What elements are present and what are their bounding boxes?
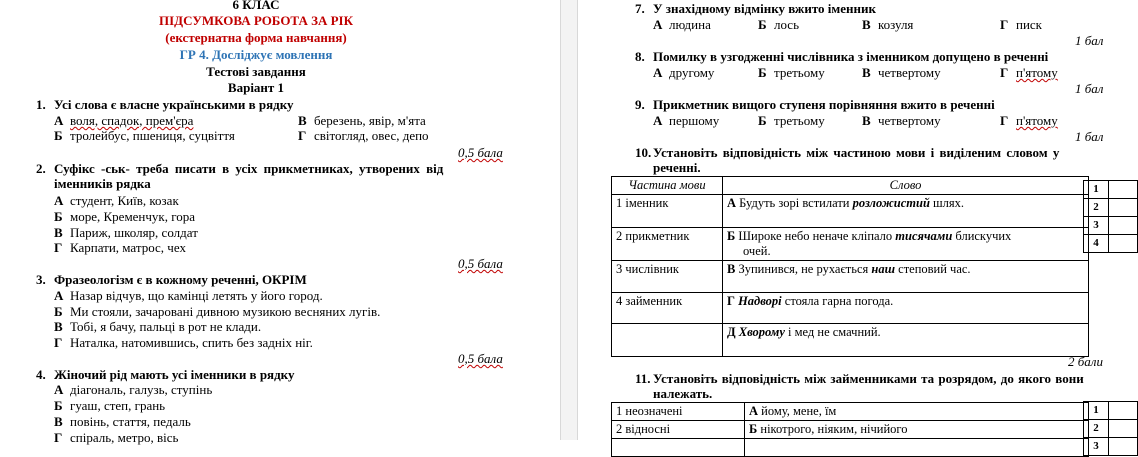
q7-number: 7. <box>635 1 645 16</box>
q10-answer-grid <box>1083 180 1138 253</box>
q3-number: 3. <box>36 272 46 287</box>
q2-number: 2. <box>36 161 46 176</box>
q11-left-1: 1 неозначені <box>612 403 745 421</box>
q4-option-a: А діагональ, галузь, ступінь <box>54 382 213 397</box>
q9-option-b: Б третьому <box>758 113 825 128</box>
q10-left-3: 3 числівник <box>612 261 723 293</box>
q10-right-d: Д Хворому і мед не смачний. <box>723 324 1089 357</box>
q1-option-b: Б тролейбус, пшениця, суцвіття <box>54 128 235 143</box>
q10-answer-num: 2 <box>1084 199 1109 217</box>
document-page-left <box>0 0 560 445</box>
q10-header-part: Частина мови <box>612 177 723 195</box>
q10-header-word: Слово <box>723 177 1089 195</box>
q10-answer-cell[interactable] <box>1109 199 1138 217</box>
q1-text: Усі слова є власне українськими в рядку <box>54 97 294 112</box>
q11-left-2: 2 відносні <box>612 421 745 439</box>
q10-right-g: Г Надворі стояла гарна погода. <box>723 293 1089 324</box>
q11-right-a: А йому, мене, їм <box>745 403 1089 421</box>
q4-option-v: В повінь, стаття, педаль <box>54 414 191 429</box>
q10-answer-num: 1 <box>1084 181 1109 199</box>
q9-text: Прикметник вищого ступеня порівняння вжито в реченні <box>653 97 995 112</box>
q2-text: Суфікс -ськ- треба писати в усіх прикметниках, утворених від <box>54 161 444 176</box>
q4-option-g: Г спіраль, метро, вісь <box>54 430 179 445</box>
q11-text-cont: належать. <box>653 386 713 401</box>
q1-score: 0,5 бала <box>458 145 503 160</box>
q10-right-b: Б Широке небо неначе кліпало тисячами блискучих очей. <box>723 228 1089 261</box>
q2-text-cont: іменників рядка <box>54 176 151 191</box>
q10-number: 10. <box>635 145 652 160</box>
q10-right-a: А Будуть зорі встилати розложистий шлях. <box>723 195 1089 228</box>
q11-answer-num: 1 <box>1084 402 1109 420</box>
q10-left-1: 1 іменник <box>612 195 723 228</box>
q1-option-g: Г світогляд, овес, депо <box>298 128 429 143</box>
q11-right-v <box>745 439 1089 457</box>
q11-match-table <box>611 402 1089 457</box>
q7-option-a: А людина <box>653 17 711 32</box>
q7-score: 1 бал <box>1075 33 1104 48</box>
q7-option-b: Б лось <box>758 17 800 32</box>
q1-option-a: А воля, спадок, прем'єра <box>54 113 194 128</box>
q3-option-b: Б Ми стояли, зачаровані дивною музикою весняних лугів. <box>54 304 381 319</box>
q10-left-2: 2 прикметник <box>612 228 723 261</box>
document-page-right <box>578 0 1138 452</box>
document-subtitle: (екстернатна форма навчання) <box>165 30 347 45</box>
q8-score: 1 бал <box>1075 81 1104 96</box>
q11-right-b: Б нікотрого, ніяким, нічийого <box>745 421 1089 439</box>
q3-option-g: Г Наталка, натомившись, спить без задніх ніг. <box>54 335 313 350</box>
q10-answer-num: 4 <box>1084 235 1109 253</box>
q9-score: 1 бал <box>1075 129 1104 144</box>
q8-option-g: Г п'ятому <box>1000 65 1058 80</box>
q3-text: Фразеологізм є в кожному реченні, ОКРІМ <box>54 272 307 287</box>
q7-option-g: Г писк <box>1000 17 1042 32</box>
q11-left-3 <box>612 439 745 457</box>
q10-answer-cell[interactable] <box>1109 181 1138 199</box>
tasks-heading: Тестові завдання <box>206 64 306 79</box>
q10-text: Установіть відповідність між частиною мови і виділеним словом у <box>653 145 1060 160</box>
q10-match-table <box>611 176 1089 357</box>
q4-option-b: Б гуаш, степ, грань <box>54 398 166 413</box>
q10-left-4: 4 займенник <box>612 293 723 324</box>
q10-answer-num: 3 <box>1084 217 1109 235</box>
q8-option-a: А другому <box>653 65 715 80</box>
q8-number: 8. <box>635 49 645 64</box>
q11-answer-num: 3 <box>1084 438 1109 456</box>
q7-text: У знахідному відмінку вжито іменник <box>653 1 876 16</box>
q1-number: 1. <box>36 97 46 112</box>
q11-text: Установіть відповідність між займенниками та розрядом, до якого вони <box>653 371 1084 386</box>
group-heading: ГР 4. Досліджує мовлення <box>179 47 333 62</box>
q10-right-v: В Зупинився, не рухається наш степовий час. <box>723 261 1089 293</box>
q4-text: Жіночий рід мають усі іменники в рядку <box>54 367 295 382</box>
q3-option-v: В Тобі, я бачу, пальці в рот не клади. <box>54 319 262 334</box>
q9-number: 9. <box>635 97 645 112</box>
q4-number: 4. <box>36 367 46 382</box>
q3-option-a: А Назар відчув, що камінці летять у його город. <box>54 288 323 303</box>
q11-answer-cell[interactable] <box>1109 438 1138 456</box>
q11-number: 11. <box>635 371 651 386</box>
q10-answer-cell[interactable] <box>1109 217 1138 235</box>
q11-answer-cell[interactable] <box>1109 420 1138 438</box>
q8-text: Помилку в узгодженні числівника з іменником допущено в реченні <box>653 49 1049 64</box>
q10-text-cont: реченні. <box>653 160 701 175</box>
q2-option-v: В Париж, школяр, солдат <box>54 225 198 240</box>
q9-option-a: А першому <box>653 113 720 128</box>
q2-option-a: А студент, Київ, козак <box>54 193 179 208</box>
q2-option-b: Б море, Кременчук, гора <box>54 209 196 224</box>
q2-score: 0,5 бала <box>458 256 503 271</box>
q7-option-v: В козуля <box>862 17 914 32</box>
q3-score: 0,5 бала <box>458 351 503 366</box>
q10-score: 2 бали <box>1068 354 1103 369</box>
q8-option-v: В четвертому <box>862 65 941 80</box>
q9-option-v: В четвертому <box>862 113 941 128</box>
q11-answer-grid <box>1083 401 1138 456</box>
q11-answer-cell[interactable] <box>1109 402 1138 420</box>
class-label: 6 КЛАС <box>232 0 280 12</box>
page-gap <box>560 0 578 440</box>
q10-left-5 <box>612 324 723 357</box>
q11-answer-num: 2 <box>1084 420 1109 438</box>
q10-answer-cell[interactable] <box>1109 235 1138 253</box>
document-title: ПІДСУМКОВА РОБОТА ЗА РІК <box>158 13 354 28</box>
variant-heading: Варіант 1 <box>227 80 285 95</box>
q8-option-b: Б третьому <box>758 65 825 80</box>
q2-option-g: Г Карпати, матрос, чех <box>54 240 186 255</box>
q9-option-g: Г п'ятому <box>1000 113 1058 128</box>
q1-option-v: В березень, явір, м'ята <box>298 113 426 128</box>
